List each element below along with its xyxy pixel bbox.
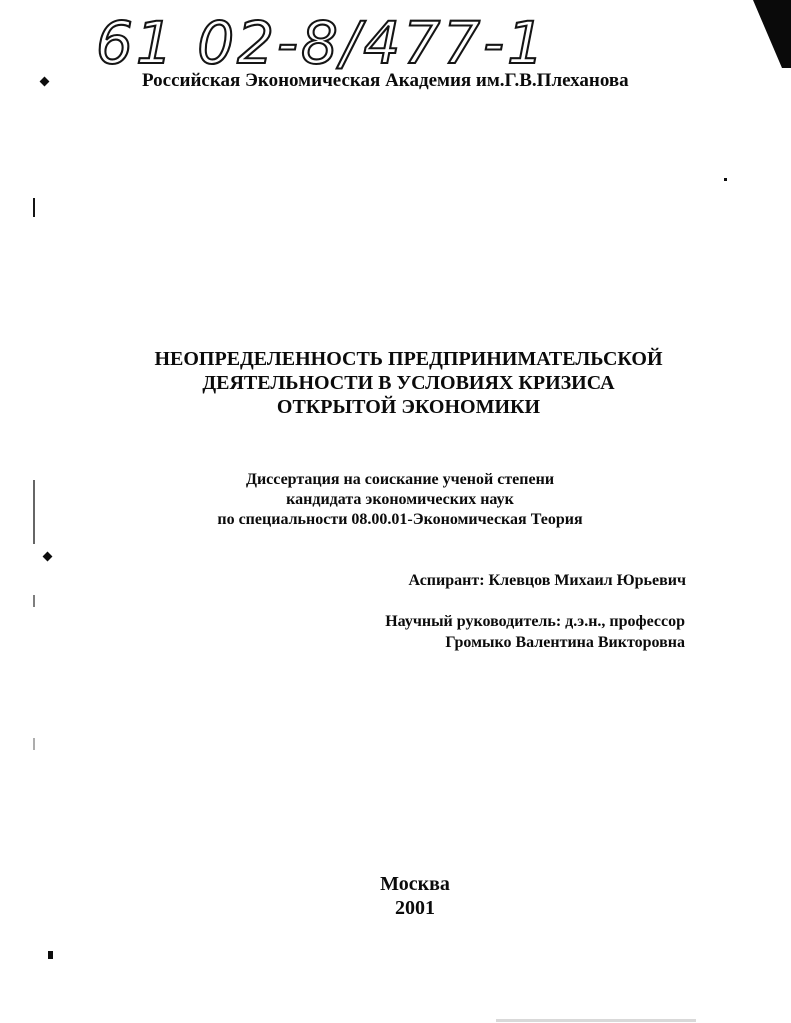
city: Москва: [380, 873, 450, 895]
scan-corner-mark-icon: [753, 0, 791, 68]
dissertation-title: [116, 347, 701, 419]
dissertation-title-line: ОТКРЫТОЙ ЭКОНОМИКИ: [276, 396, 541, 418]
scan-edge-line: [33, 738, 35, 750]
institution-name: Российская Экономическая Академия им.Г.В.Плеханова: [142, 70, 629, 91]
handwritten-archive-number-text: 61 02-8/477-1: [96, 9, 547, 77]
supervisor-name: Громыко Валентина Викторовна: [445, 634, 685, 651]
scan-edge-line: [33, 198, 35, 217]
city-and-year: [350, 872, 480, 920]
scan-speck-icon: [48, 951, 53, 959]
year: 2001: [395, 897, 435, 919]
degree-description-line: Диссертация на соискание ученой степени: [245, 471, 555, 488]
degree-description: [160, 470, 640, 530]
supervisor-title: Научный руководитель: д.э.н., профессор: [385, 613, 685, 630]
scan-edge-line: [33, 595, 35, 607]
handwritten-archive-number: [94, 8, 547, 78]
scientific-supervisor: [333, 611, 685, 653]
dissertation-title-line: ДЕЯТЕЛЬНОСТИ В УСЛОВИЯХ КРИЗИСА: [202, 372, 615, 394]
degree-description-line: по специальности 08.00.01-Экономическая Теория: [217, 511, 583, 528]
scan-bottom-edge: [496, 1019, 696, 1022]
scan-speck-icon: [43, 552, 53, 562]
dissertation-title-line: НЕОПРЕДЕЛЕННОСТЬ ПРЕДПРИНИМАТЕЛЬСКОЙ: [154, 348, 663, 370]
scan-edge-line: [33, 480, 35, 544]
scan-speck-icon: [40, 77, 50, 87]
degree-description-line: кандидата экономических наук: [286, 491, 514, 508]
scan-speck-icon: [724, 178, 727, 181]
aspirant-name: Аспирант: Клевцов Михаил Юрьевич: [408, 572, 686, 589]
